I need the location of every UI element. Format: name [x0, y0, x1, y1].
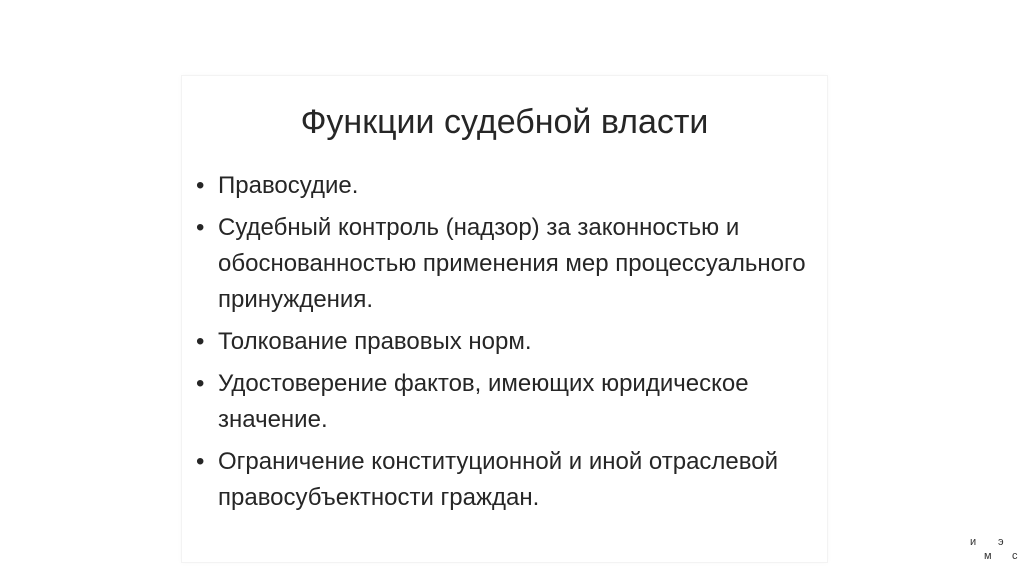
list-item-text: Ограничение конституционной и иной отраслевой правосубъектности граждан. [218, 448, 779, 511]
list-item [196, 444, 816, 516]
list-item-text: Толкование правовых норм. [218, 328, 532, 355]
bullet-icon: • [196, 172, 205, 199]
bullet-list [196, 168, 816, 522]
list-item-text: Правосудие. [218, 172, 359, 199]
list-item [196, 366, 816, 438]
logo-letter: с [1012, 550, 1018, 562]
list-item-text: Судебный контроль (надзор) за законностью и обоснованностью применения мер процессуального принуждения. [218, 214, 806, 313]
list-item-text: Удостоверение фактов, имеющих юридическое значение. [218, 370, 749, 433]
site-logo[interactable] [970, 536, 1018, 566]
list-item [196, 210, 816, 318]
logo-letter: э [998, 536, 1004, 548]
logo-letter: и [970, 536, 977, 548]
bullet-icon: • [196, 328, 205, 355]
bullet-icon: • [196, 370, 205, 397]
bullet-icon: • [196, 214, 205, 241]
slide-title: Функции судебной власти [300, 103, 709, 141]
list-item [196, 324, 816, 360]
list-item [196, 168, 816, 204]
logo-letter: м [984, 550, 992, 562]
slide [182, 76, 827, 562]
bullet-icon: • [196, 448, 205, 475]
